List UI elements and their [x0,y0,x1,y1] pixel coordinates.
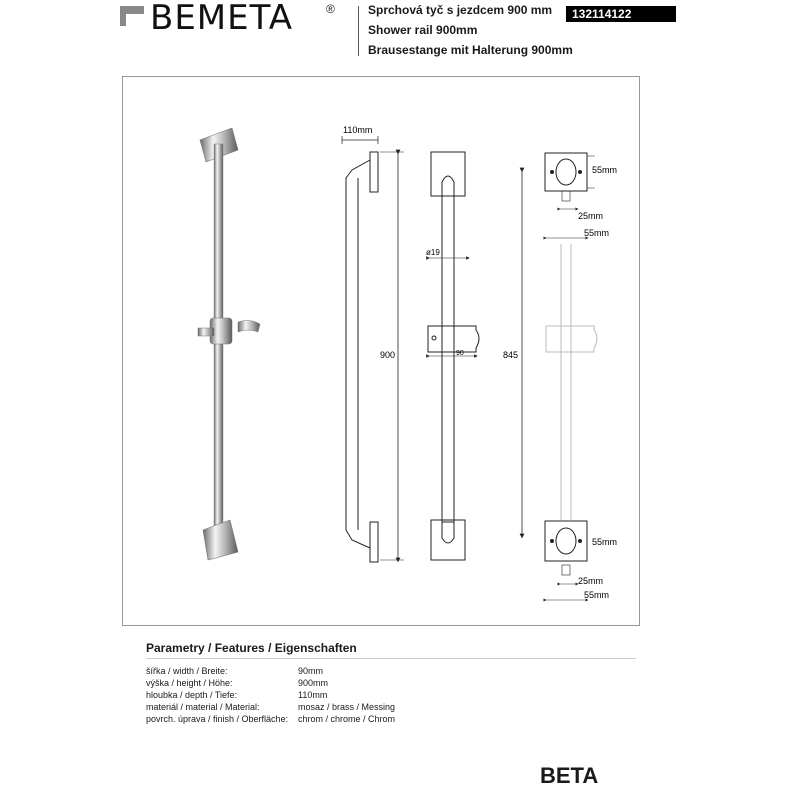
spec-label: povrch. úprava / finish / Oberfläche: [146,714,289,724]
product-code-badge: 132114122 [566,6,676,22]
dim-width-top: 55mm [584,228,610,238]
dim-back-height: 845 [503,350,519,360]
front-view [428,152,479,560]
series-name: BETA [540,763,599,788]
dim-side-height: 900 [380,350,396,360]
spec-label: šířka / width / Breite: [146,666,228,676]
dim-diameter: ø19 [426,248,440,257]
features-title: Parametry / Features / Eigenschaften [146,641,357,655]
side-view [342,136,404,562]
spec-label: výška / height / Höhe: [146,678,233,688]
spec-value: mosaz / brass / Messing [298,702,396,712]
spec-value: 900mm [298,678,329,688]
product-photo [198,128,260,560]
dim-width-bottom: 55mm [584,590,610,600]
spec-label: materiál / material / Material: [146,702,260,712]
dim-mount-top: 55mm [592,165,618,175]
title-de: Brausestange mit Halterung 900mm [368,43,573,57]
brand-logo: BEMETA [150,0,294,38]
dim-gap-bottom: 25mm [578,576,604,586]
spec-value: 110mm [298,690,328,700]
title-cz: Sprchová tyč s jezdcem 900 mm [368,3,553,17]
dim-side-width: 110mm [343,125,373,135]
title-en: Shower rail 900mm [368,23,478,37]
features-divider [146,658,636,659]
spec-value: 90mm [298,666,324,676]
spec-label: hloubka / depth / Tiefe: [146,690,238,700]
registered-mark: ® [326,2,335,16]
dim-mount-bottom: 55mm [592,537,618,547]
dim-gap-top: 25mm [578,211,604,221]
dim-front-width: 90 [456,350,464,357]
spec-value: chrom / chrome / Chrom [298,714,396,724]
